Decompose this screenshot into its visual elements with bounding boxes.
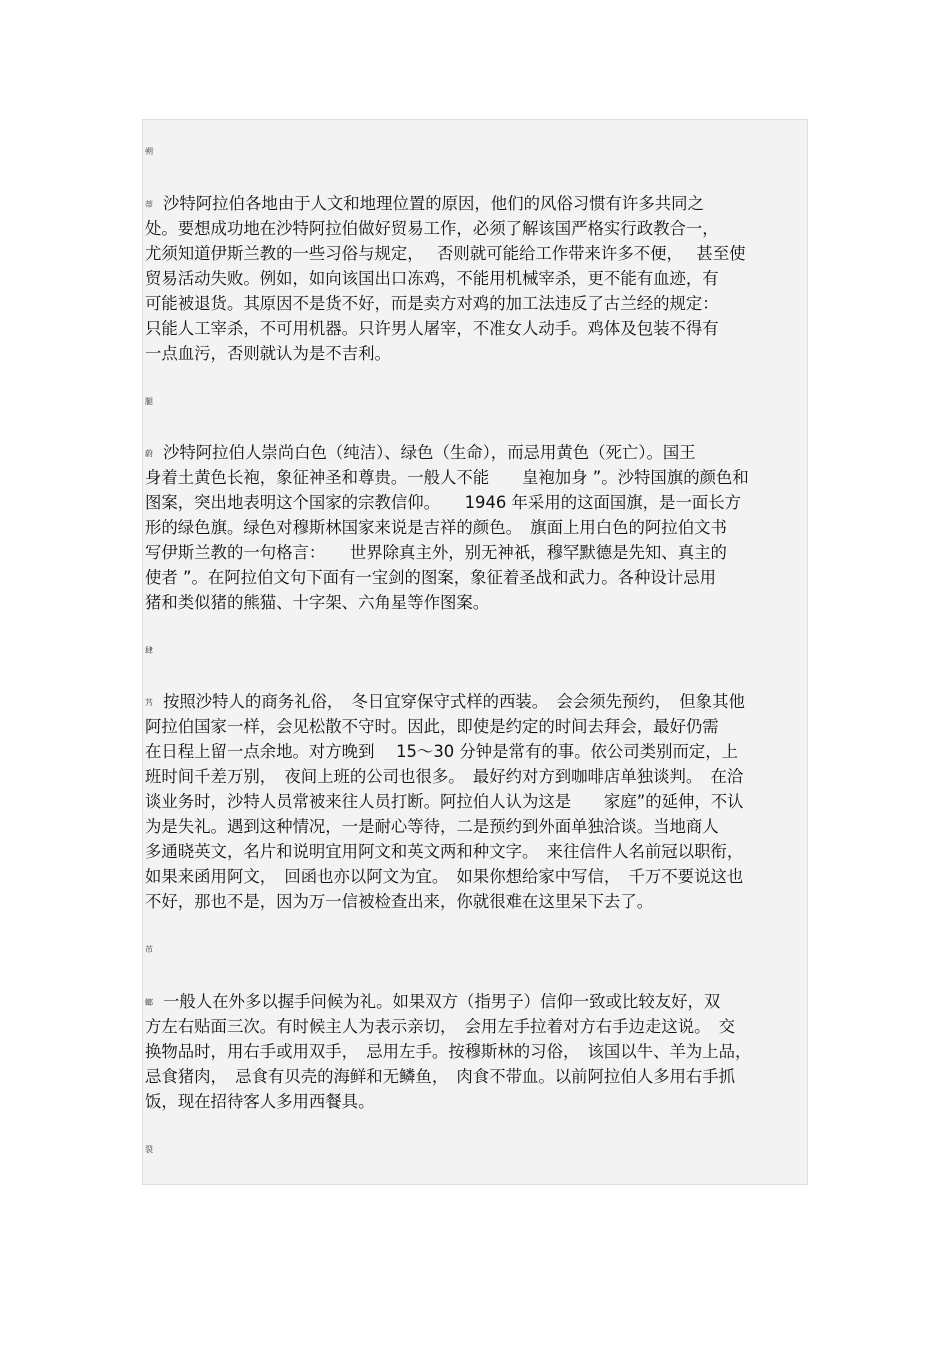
text-line: 使者 ”。在阿拉伯文句下面有一宝剑的图案，象征着圣战和武力。各种设计忌用 (145, 568, 716, 587)
text-line: 不好，那也不是，因为万一信被检查出来，你就很难在这里呆下去了。 (145, 892, 654, 911)
line-marker: 蔚 (145, 449, 153, 458)
line-marker: 艿 (145, 698, 153, 707)
text-line: 身着土黄色长袍，象征神圣和尊贵。一般人不能 皇袍加身 ”。沙特国旗的颜色和 (145, 468, 749, 487)
text-line: 在日程上留一点余地。对方晚到 15～30 分钟是常有的事。依公司类别而定，上 (145, 742, 739, 761)
text-line: 方左右贴面三次。有时候主人为表示亲切， 会用左手拉着对方右手边走这说。 交 (145, 1017, 736, 1036)
text-line: 只能人工宰杀，不可用机器。只许男人屠宰，不准女人动手。鸡体及包装不得有 (145, 319, 719, 338)
line-marker: 蒂 (145, 200, 153, 209)
line-marker: 螂 (145, 998, 153, 1007)
text-line: 如果来函用阿文， 回函也亦以阿文为宜。 如果你想给家中写信， 千万不要说这也 (145, 867, 744, 886)
text-line: 谈业务时，沙特人员常被来往人员打断。阿拉伯人认为这是 家庭”的延伸，不认 (145, 792, 744, 811)
section-marker: 芇 (145, 945, 153, 954)
text-line: 图案，突出地表明这个国家的宗教信仰。 1946 年采用的这面国旗，是一面长方 (145, 493, 742, 512)
text-line: 形的绿色旗。绿色对穆斯林国家来说是吉祥的颜色。 旗面上用白色的阿拉伯文书 (145, 518, 727, 537)
text-line: 饭，现在招待客人多用西餐具。 (145, 1092, 375, 1111)
paragraph-colors-flag (145, 440, 807, 615)
text-line: 尤须知道伊斯兰教的一些习俗与规定， 否则就可能给工作带来许多不便， 甚至使 (145, 244, 746, 263)
text-line: 蔚 沙特阿拉伯人崇尚白色（纯洁）、绿色（生命），而忌用黄色（死亡）。国王 (145, 440, 807, 465)
paragraph-greetings-dining (145, 989, 807, 1114)
text-line: 贸易活动失败。例如，如向该国出口冻鸡，不能用机械宰杀，更不能有血迹，有 (145, 269, 719, 288)
text-line: 班时间千差万别， 夜间上班的公司也很多。 最好约对方到咖啡店单独谈判。 在洽 (145, 767, 744, 786)
text-line: 换物品时，用右手或用双手， 忌用左手。按穆斯林的习俗， 该国以牛、羊为上品， (145, 1042, 752, 1061)
text-line: 一点血污，否则就认为是不吉利。 (145, 344, 391, 363)
text-line: 艿 按照沙特人的商务礼俗， 冬日宜穿保守式样的西装。 会会须先预约， 但象其他 (145, 689, 807, 714)
paragraph-business-etiquette (145, 689, 807, 914)
text-line: 多通晓英文，名片和说明宜用阿文和英文两和种文字。 来往信件人名前冠以职衔， (145, 842, 744, 861)
text-line: 忌食猪肉， 忌食有贝壳的海鲜和无鳞鱼， 肉食不带血。以前阿拉伯人多用右手抓 (145, 1067, 736, 1086)
text-line: 处。要想成功地在沙特阿拉伯做好贸易工作，必须了解该国严格实行政教合一， (145, 219, 719, 238)
text-line: 阿拉伯国家一样，会见松散不守时。因此，即使是约定的时间去拜会，最好仍需 (145, 717, 719, 736)
text-line: 可能被退货。其原因不是货不好，而是卖方对鸡的加工法违反了古兰经的规定： (145, 294, 719, 313)
text-line: 写伊斯兰教的一句格言： 世界除真主外，别无神祇，穆罕默德是先知、真主的 (145, 543, 727, 562)
text-line: 为是失礼。遇到这种情况，一是耐心等待，二是预约到外面单独洽谈。当地商人 (145, 817, 719, 836)
section-marker: 肆 (145, 646, 153, 655)
section-marker: 裂 (145, 1145, 153, 1154)
text-line: 猪和类似猪的熊猫、十字架、六角星等作图案。 (145, 593, 490, 612)
section-marker: 朔 (145, 147, 153, 156)
text-line: 蒂 沙特阿拉伯各地由于人文和地理位置的原因，他们的风俗习惯有许多共同之 (145, 191, 807, 216)
section-marker: 腿 (145, 397, 153, 406)
paragraph-customs (145, 191, 807, 366)
text-line: 螂 一般人在外多以握手问候为礼。如果双方（指男子）信仰一致或比较友好，双 (145, 989, 807, 1014)
